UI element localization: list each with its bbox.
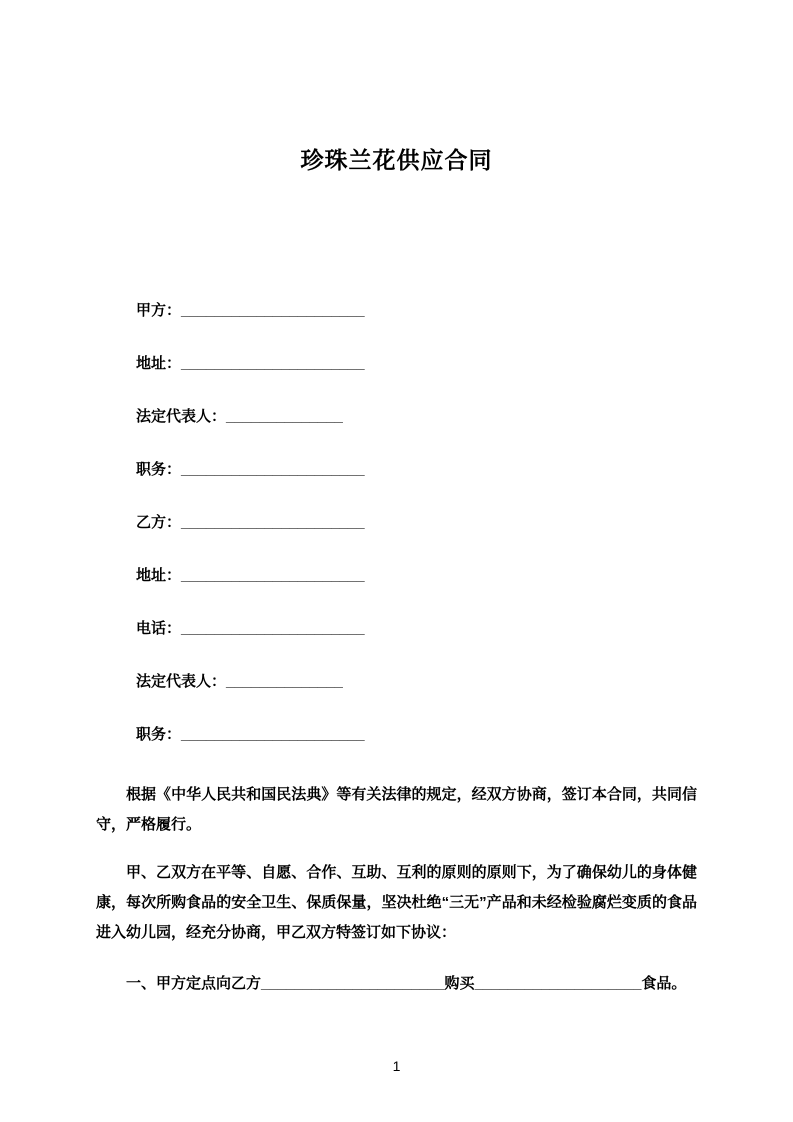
field-blank: ______________ — [226, 673, 343, 690]
clause-prefix: 一、甲方定点向乙方 — [126, 975, 262, 992]
page-number: 1 — [392, 1058, 401, 1074]
field-row-legal-rep-b — [136, 674, 697, 690]
field-blank: ______________________ — [181, 302, 365, 319]
paragraph-legal-basis: 根据《中华人民共和国民法典》等有关法律的规定，经双方协商，签订本合同，共同信守，严格履行。 — [96, 786, 697, 833]
field-label: 法定代表人： — [136, 408, 227, 425]
field-blank: ______________________ — [181, 620, 365, 637]
field-label: 电话： — [136, 620, 182, 637]
field-row-phone-b — [136, 621, 697, 637]
field-row-position-a — [136, 462, 697, 478]
field-row-position-b — [136, 727, 697, 743]
paragraph-principles: 甲、乙双方在平等、自愿、合作、互助、互利的原则的原则下，为了确保幼儿的身体健康，每次所购食品的安全卫生、保质保量，坚决杜绝“三无”产品和未经检验腐烂变质的食品进入幼儿园，经充分协商，甲乙双方特签订如下协议： — [96, 864, 697, 941]
form-fields — [136, 303, 697, 743]
clause-one — [96, 969, 697, 999]
clause-blank-goods: ____________________ — [474, 975, 642, 992]
field-blank: ______________________ — [181, 726, 365, 743]
field-label: 甲方： — [136, 302, 182, 319]
clause-blank-supplier: ______________________ — [261, 975, 445, 992]
field-label: 乙方： — [136, 514, 182, 531]
field-blank: ______________________ — [181, 355, 365, 372]
field-label: 职务： — [136, 461, 182, 478]
document-title: 珍珠兰花供应合同 — [300, 147, 493, 173]
field-row-address-b — [136, 568, 697, 584]
field-row-party-b — [136, 515, 697, 531]
field-row-address-a — [136, 356, 697, 372]
field-blank: ______________________ — [181, 567, 365, 584]
field-blank: ______________________ — [181, 461, 365, 478]
field-blank: ______________________ — [181, 514, 365, 531]
field-row-legal-rep-a — [136, 409, 697, 425]
field-label: 地址： — [136, 355, 182, 372]
field-label: 地址： — [136, 567, 182, 584]
field-row-party-a — [136, 303, 697, 319]
field-label: 法定代表人： — [136, 673, 227, 690]
field-blank: ______________ — [226, 408, 343, 425]
clause-suffix: 食品。 — [641, 975, 687, 992]
clause-middle: 购买 — [444, 975, 475, 992]
field-label: 职务： — [136, 726, 182, 743]
